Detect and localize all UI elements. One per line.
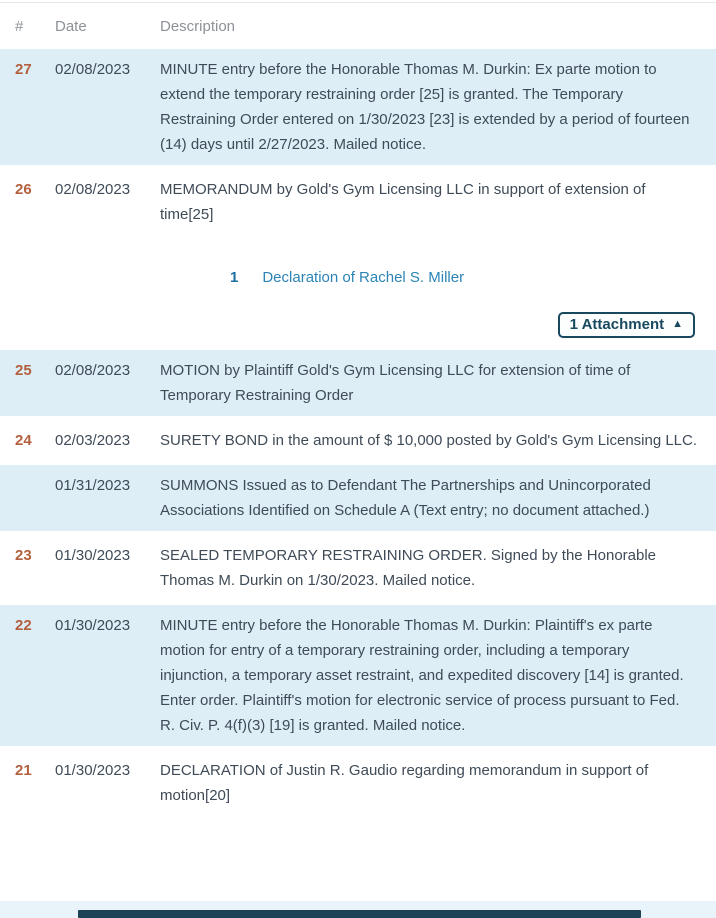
entry-number: 23 <box>15 547 32 564</box>
docket-rows <box>0 49 716 816</box>
entry-description: DECLARATION of Justin R. Gaudio regarding memorandum in support of motion[20] <box>160 762 649 804</box>
docket-row <box>0 169 716 346</box>
entry-description: MOTION by Plaintiff Gold's Gym Licensing LLC for extension of time of Temporary Restraining Order <box>160 362 631 404</box>
column-header-description: Description <box>160 17 236 35</box>
docket-row <box>0 350 716 416</box>
docket-row <box>0 535 716 601</box>
entry-number: 27 <box>15 61 32 78</box>
attachment-block <box>160 265 698 338</box>
column-header-date: Date <box>55 17 87 35</box>
entry-description: SURETY BOND in the amount of $ 10,000 posted by Gold's Gym Licensing LLC. <box>160 432 698 449</box>
entry-number: 24 <box>15 432 32 449</box>
entry-date: 02/08/2023 <box>55 61 131 78</box>
docket-row <box>0 605 716 746</box>
entry-number: 25 <box>15 362 32 379</box>
entry-number: 26 <box>15 181 32 198</box>
docket-row <box>0 420 716 461</box>
entry-date: 01/30/2023 <box>55 762 131 779</box>
entry-date: 02/08/2023 <box>55 362 131 379</box>
entry-date: 01/30/2023 <box>55 617 131 634</box>
docket-row <box>0 49 716 165</box>
attachments-toggle-label: 1 Attachment <box>569 316 665 333</box>
attachment-link[interactable]: Declaration of Rachel S. Miller <box>262 269 465 286</box>
entry-date: 01/31/2023 <box>55 477 131 494</box>
entry-number: 21 <box>15 762 32 779</box>
docket-table <box>0 2 716 816</box>
attachments-toggle-button[interactable] <box>558 312 695 338</box>
entry-description: MINUTE entry before the Honorable Thomas M. Durkin: Plaintiff's ex parte motion for entry of a temporary restraining order, including a temporary injunction, a temporary asset restraint, and expedited discovery [14] is granted. Enter order. Plaintiff's motion for electronic service of process pursuant to Fed. R. Civ. P. 4(f)(3) [19] is granted. Mailed notice. <box>160 617 684 734</box>
attachment-row <box>160 265 698 290</box>
chevron-up-icon: ▲ <box>672 318 683 330</box>
entry-date: 02/03/2023 <box>55 432 131 449</box>
docket-header-row <box>0 3 716 49</box>
entry-description: SEALED TEMPORARY RESTRAINING ORDER. Signed by the Honorable Thomas M. Durkin on 1/30/2023. Mailed notice. <box>160 547 657 589</box>
column-header-number: # <box>15 17 24 35</box>
entry-date: 02/08/2023 <box>55 181 131 198</box>
horizontal-scrollbar-thumb[interactable] <box>78 910 641 918</box>
entry-date: 01/30/2023 <box>55 547 131 564</box>
entry-description: MINUTE entry before the Honorable Thomas M. Durkin: Ex parte motion to extend the temporary restraining order [25] is granted. The Temporary Restraining Order entered on 1/30/2023 [23] is extended by a period of fourteen (14) days until 2/27/2023. Mailed notice. <box>160 61 690 153</box>
attachment-number: 1 <box>230 269 239 286</box>
docket-row <box>0 750 716 816</box>
docket-row <box>0 465 716 531</box>
entry-number: 22 <box>15 617 32 634</box>
entry-description: SUMMONS Issued as to Defendant The Partnerships and Unincorporated Associations Identified on Schedule A (Text entry; no document attached.) <box>160 477 651 519</box>
entry-description: MEMORANDUM by Gold's Gym Licensing LLC in support of extension of time[25] <box>160 181 646 223</box>
